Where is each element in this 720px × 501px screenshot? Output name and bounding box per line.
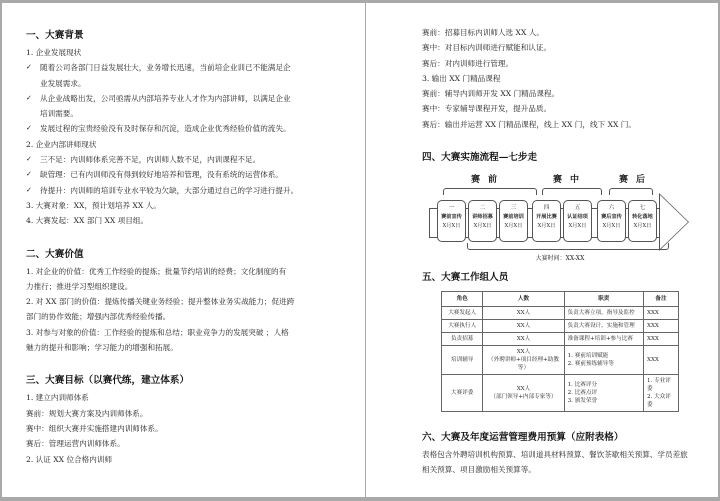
bracket-before bbox=[443, 188, 537, 195]
section-title-process: 四、大赛实施流程—七步走 bbox=[422, 152, 538, 164]
phase-label-during: 赛中 bbox=[553, 175, 588, 186]
paragraph: 赛后：输出并运营 XX 门精品课程，线上 XX 门，线下 XX 门。 bbox=[422, 119, 636, 129]
step-box: 一 赛前宣传 X月X日 bbox=[437, 200, 466, 242]
checkmark-icon: ✓ bbox=[26, 124, 32, 133]
section-title-value: 二、大赛价值 bbox=[26, 248, 84, 260]
process-flow-diagram bbox=[429, 173, 691, 263]
list-item: ✓ 随着公司各部门日益发展壮大，业务增长迅速，当前培企业训已不能满足企 业发展需求。 bbox=[26, 60, 316, 91]
checkmark-icon: ✓ bbox=[26, 185, 32, 194]
paragraph: 赛前：辅导内训师开发 XX 门精品课程。 bbox=[422, 89, 560, 99]
paragraph: 4. 大赛发起：XX 部门 XX 项目组。 bbox=[26, 216, 149, 226]
paragraph: 赛中：组织大赛并实施搭建内训师体系。 bbox=[26, 423, 163, 433]
paragraph: 1. 建立内训师体系 bbox=[26, 393, 89, 403]
list-item: ✓ 缺管理：已有内训师没有得到较好地培养和管理，没有系统的运营体系。 bbox=[26, 167, 316, 182]
list-item: ✓ 待提升：内训师的培训专业水平较为欠缺，大部分通过自己的学习进行提升。 bbox=[26, 183, 316, 198]
table-header-row: 角色 人数 职责 备注 bbox=[442, 292, 679, 307]
table-row: 大赛发起人 XX人 负责大赛立项，指导及监控 XXX bbox=[442, 307, 679, 320]
list-item: 1. 对企业的价值：优秀工作经验的提炼；批量节约培训的经费；文化制度的有 力推行；推进学习型组织建设。 bbox=[26, 266, 287, 291]
paragraph: 赛后：管理运营内训师体系。 bbox=[26, 439, 125, 449]
paragraph: 表格包含外聘培训机构预算、培训道具材料预算、餐饮茶歇相关预算、学员差旅 bbox=[422, 450, 688, 460]
phase-label-before: 赛前 bbox=[471, 175, 506, 186]
section-title-goals: 三、大赛目标（以赛代练，建立体系） bbox=[26, 375, 190, 387]
step-box: 四 开展比赛 X月X日 bbox=[532, 200, 561, 242]
paragraph: 3. 大赛对象：XX，预计划培养 XX 人。 bbox=[26, 200, 161, 210]
step-box: 五 认证结项 X月X日 bbox=[563, 200, 592, 242]
checkmark-icon: ✓ bbox=[26, 155, 32, 164]
paragraph: 赛后：对内训师进行管理。 bbox=[422, 58, 514, 68]
paragraph: 相关预算、项目激励相关预算等。 bbox=[422, 465, 536, 475]
bracket-after bbox=[609, 188, 653, 195]
checkmark-icon: ✓ bbox=[26, 63, 32, 72]
document-page-right bbox=[366, 3, 718, 497]
step-box: 二 讲师招募 X月X日 bbox=[468, 200, 497, 242]
list-item: 2. 对 XX 部门的价值：提炼传播关键业务经验；提升整体业务实战能力；促进跨 部门的协作效能；增强内部优秀经验传播。 bbox=[26, 297, 295, 322]
checkmark-icon: ✓ bbox=[26, 170, 32, 179]
table-row: 大赛评委 XX人 （部门领导+内部专家等） 1. 比赛评分 2. 比赛点评 3. 颁发荣誉 1. 专业评委 2. 大众评委 bbox=[442, 375, 679, 412]
list-item: ✓ 三不足：内训师体系完善不足，内训师人数不足，内训课程不足。 bbox=[26, 152, 316, 167]
paragraph: 赛中：对目标内训师进行赋能和认证。 bbox=[422, 43, 552, 53]
step-box: 六 赛后宣传 X月X日 bbox=[597, 200, 626, 242]
checkmark-icon: ✓ bbox=[26, 93, 32, 102]
staff-table bbox=[441, 291, 679, 412]
flow-caption: 大赛时间：XX-XX bbox=[535, 255, 585, 263]
step-box: 七 转化落地 X月X日 bbox=[628, 200, 657, 242]
bracket-during bbox=[542, 188, 602, 195]
paragraph: 赛前：规划大赛方案及内训师体系。 bbox=[26, 408, 148, 418]
table-row: 大赛执行人 XX人 负责大赛设计，实施和管理 XXX bbox=[442, 320, 679, 333]
subheading: 2. 企业内部讲师现状 bbox=[26, 139, 97, 149]
document-page-left bbox=[2, 3, 365, 497]
paragraph: 2. 认证 XX 位合格内训师 bbox=[26, 454, 113, 464]
subheading: 1. 企业发展现状 bbox=[26, 48, 82, 57]
section-title-staff: 五、大赛工作组人员 bbox=[422, 272, 509, 284]
list-item: ✓ 发展过程的宝贵经验没有及时保存和沉淀，造成企业优秀经验价值的流失。 bbox=[26, 121, 316, 136]
paragraph: 赛中：专家辅导课程开发，提升品质。 bbox=[422, 104, 552, 114]
paragraph: 赛前：招募目标内训师人选 XX 人。 bbox=[422, 28, 544, 37]
list-item: 3. 对参与对象的价值：工作经验的提炼和总结；职业竞争力的发展突破 ；人格 魅力的提升和影响；学习能力的增强和拓展。 bbox=[26, 327, 289, 353]
list-item: ✓ 从企业战略出发，公司亟需从内部培养专业人才作为内部讲师，以满足企业 培训需要。 bbox=[26, 91, 316, 122]
step-box: 三 赛前培训 X月X日 bbox=[499, 200, 528, 242]
table-row: 培训辅导 XX人 （外聘讲师+项目经理+助教等） 1. 赛前培训赋能 2. 赛前预练辅导等 XXX bbox=[442, 346, 679, 375]
bracket-timeline bbox=[467, 243, 669, 250]
section-title-budget: 六、大赛及年度运营管理费用预算（应附表格） bbox=[422, 432, 624, 444]
paragraph: 3. 输出 XX 门精品课程 bbox=[422, 73, 501, 83]
table-row: 负责招募 XX人 准备课程+培训+参与比赛 XXX bbox=[442, 333, 679, 346]
phase-label-after: 赛后 bbox=[619, 175, 654, 186]
section-title-background: 一、大赛背景 bbox=[26, 30, 84, 41]
